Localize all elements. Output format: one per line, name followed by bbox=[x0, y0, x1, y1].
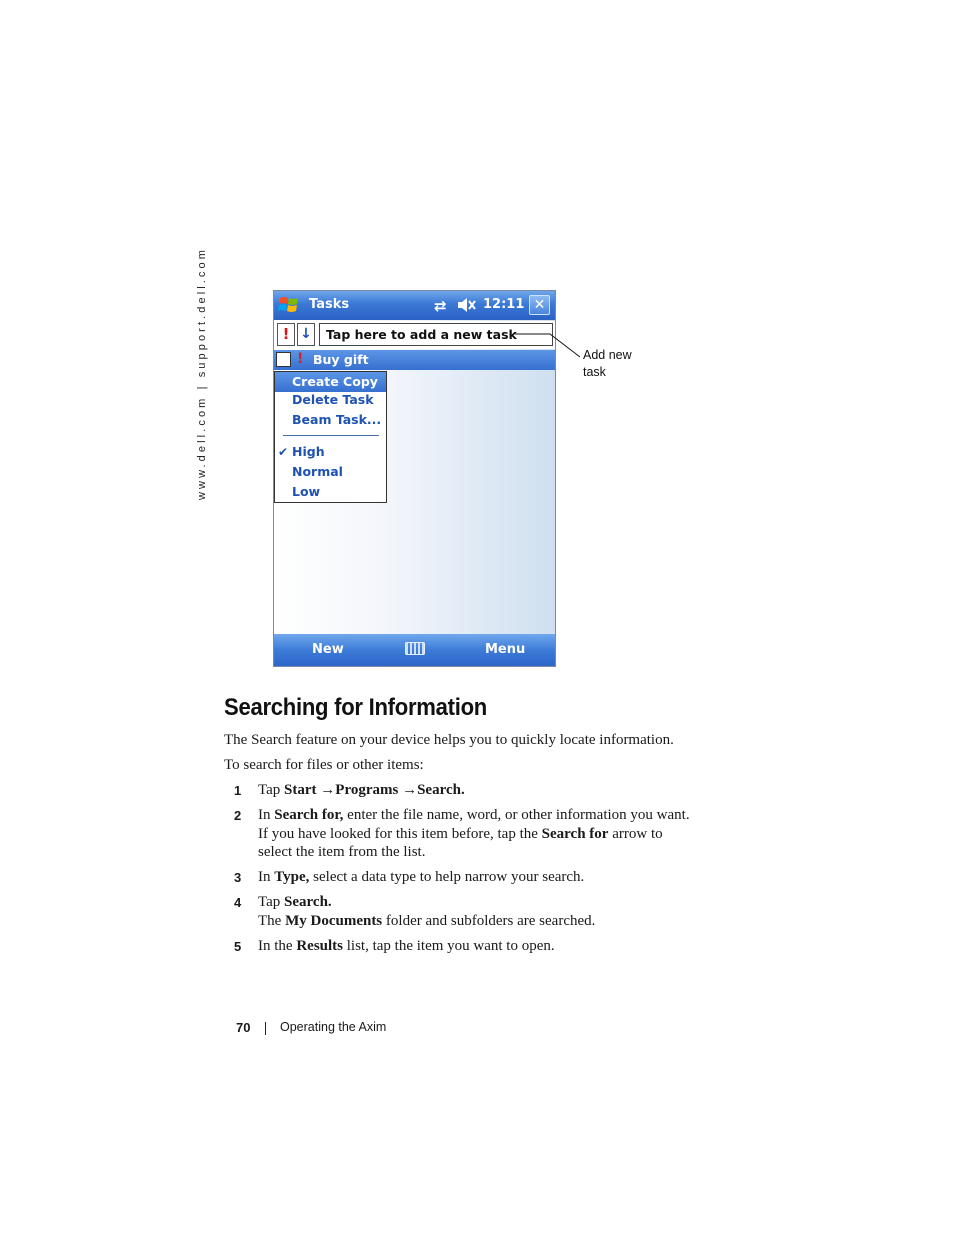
step-text: select the item from the list. bbox=[258, 844, 426, 860]
close-icon[interactable]: ✕ bbox=[529, 295, 550, 315]
step-text: The bbox=[258, 912, 286, 929]
clock[interactable]: 12:11 bbox=[483, 297, 525, 312]
task-entry-bar bbox=[274, 321, 555, 349]
step-text: If you have looked for this item before, tap the bbox=[258, 825, 542, 842]
keyboard-icon[interactable] bbox=[405, 642, 425, 655]
step-number: 4 bbox=[234, 895, 242, 910]
lead-paragraph: To search for files or other items: bbox=[224, 757, 424, 773]
footer-divider bbox=[265, 1022, 266, 1035]
step-text: In bbox=[258, 869, 275, 885]
menu-item-high[interactable]: High bbox=[292, 444, 325, 459]
step-number: 2 bbox=[234, 808, 242, 823]
step-text: folder and subfolders are searched. bbox=[382, 912, 596, 929]
step-text: In bbox=[258, 807, 275, 823]
callout-label bbox=[583, 347, 653, 381]
step-text: In the bbox=[258, 938, 297, 954]
task-checkbox[interactable] bbox=[276, 352, 291, 367]
callout-line-1: Add new bbox=[583, 348, 632, 362]
step-number: 3 bbox=[234, 870, 242, 885]
task-row[interactable] bbox=[274, 350, 555, 370]
arrow-icon: → bbox=[398, 782, 418, 798]
arrow-icon: → bbox=[316, 782, 336, 798]
menu-ref: Programs bbox=[335, 782, 399, 798]
task-label: Buy gift bbox=[313, 352, 369, 367]
checkmark-icon: ✔ bbox=[278, 445, 289, 459]
step-number: 1 bbox=[234, 783, 242, 798]
step-text: list, tap the item you want to open. bbox=[343, 938, 555, 954]
new-task-input[interactable]: Tap here to add a new task bbox=[319, 323, 553, 346]
menu-item-beam-task[interactable]: Beam Task... bbox=[292, 412, 382, 427]
field-ref: Results bbox=[296, 938, 343, 954]
folder-ref: My Documents bbox=[285, 912, 383, 929]
section-heading: Searching for Information bbox=[224, 694, 487, 721]
step-number: 5 bbox=[234, 939, 242, 954]
menu-item-delete-task[interactable]: Delete Task bbox=[292, 392, 374, 407]
menu-softkey[interactable]: Menu bbox=[485, 642, 526, 657]
pda-screenshot bbox=[273, 290, 556, 667]
field-ref: Search for bbox=[541, 825, 609, 842]
windows-start-icon[interactable] bbox=[277, 294, 301, 316]
footer-title: Operating the Axim bbox=[280, 1020, 387, 1034]
softkey-bar bbox=[274, 634, 555, 666]
callout-line-2: task bbox=[583, 365, 606, 379]
high-priority-icon: ! bbox=[297, 351, 304, 367]
menu-ref: Start bbox=[284, 782, 317, 798]
field-ref: Search for, bbox=[274, 807, 344, 823]
sync-icon[interactable]: ⇄ bbox=[434, 297, 447, 315]
context-menu bbox=[274, 371, 387, 503]
menu-item-normal[interactable]: Normal bbox=[292, 464, 343, 479]
window-title: Tasks bbox=[309, 297, 350, 312]
step-text: select a data type to help narrow your search. bbox=[309, 869, 585, 885]
field-ref: Type, bbox=[274, 869, 310, 885]
callout-line bbox=[515, 330, 585, 360]
menu-item-low[interactable]: Low bbox=[292, 484, 321, 499]
menu-separator bbox=[283, 435, 379, 436]
menu-ref: Search. bbox=[417, 782, 465, 798]
step-text: Tap bbox=[258, 894, 285, 910]
new-softkey[interactable]: New bbox=[312, 642, 344, 657]
menu-item-create-copy[interactable]: Create Copy bbox=[275, 372, 386, 392]
button-ref: Search. bbox=[284, 894, 332, 910]
step-text: arrow to bbox=[608, 825, 663, 842]
side-url: www.dell.com | support.dell.com bbox=[196, 246, 208, 500]
step-text: Tap bbox=[258, 782, 285, 798]
volume-icon[interactable] bbox=[457, 297, 477, 313]
page-number: 70 bbox=[236, 1020, 251, 1035]
title-bar bbox=[274, 291, 555, 320]
sort-button[interactable]: ↓ bbox=[297, 323, 315, 346]
intro-paragraph: The Search feature on your device helps you to quickly locate information. bbox=[224, 732, 674, 748]
priority-button[interactable]: ! bbox=[277, 323, 295, 346]
step-text: enter the file name, word, or other information you want. bbox=[343, 807, 690, 823]
